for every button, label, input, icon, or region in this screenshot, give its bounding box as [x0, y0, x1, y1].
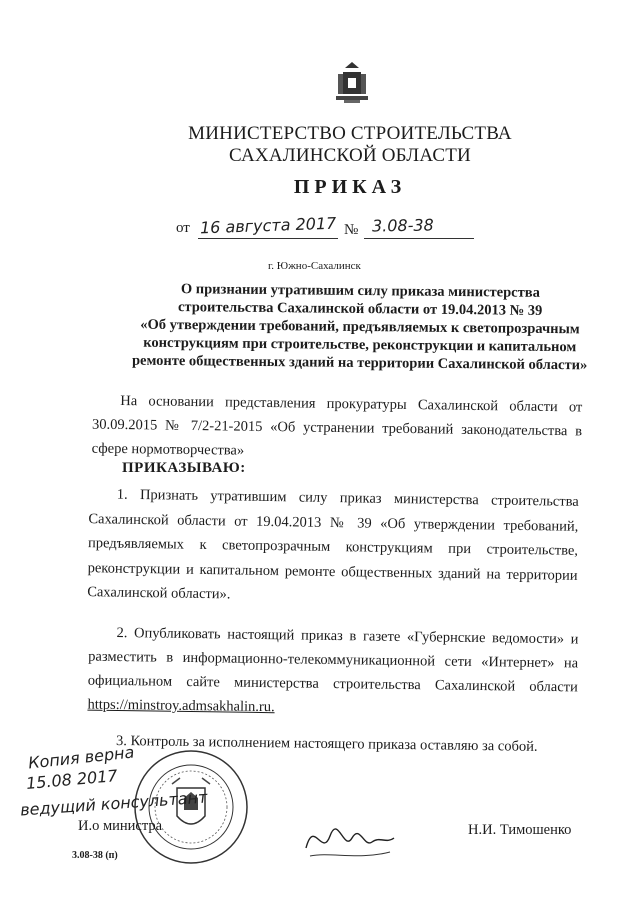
handwritten-number: 3.08-38: [371, 215, 434, 236]
basis-paragraph: [92, 389, 583, 468]
signer-name: Н.И. Тимошенко: [468, 822, 572, 838]
item-1-paragraph: [87, 482, 579, 612]
handwritten-date: 16 августа 2017: [199, 213, 337, 238]
heading-line: конструкциям при строительстве, реконструкции и капитальном: [143, 334, 577, 356]
signer-title: И.о министра: [78, 818, 163, 834]
city-label: г. Южно-Сахалинск: [268, 260, 361, 272]
certification-handwriting-line1: Копия верна: [27, 742, 136, 773]
number-sign: №: [344, 222, 359, 238]
registration-number: 3.08-38 (п): [72, 850, 118, 861]
item-2-text: 2. Опубликовать настоящий приказ в газете «Губернские ведомости» и разместить в информационно-телекоммуникационной сети «Интернет» на официальном сайте министерства строительства Сахалинской области: [87, 624, 579, 696]
heading-line: «Об утверждении требований, предъявляемых к светопрозрачным: [140, 316, 580, 338]
handwritten-signature: [300, 808, 400, 868]
coat-of-arms-emblem: [330, 60, 374, 108]
decree-word: ПРИКАЗЫВАЮ:: [122, 460, 246, 476]
ministry-name-line2: САХАЛИНСКОЙ ОБЛАСТИ: [229, 145, 471, 166]
item-3-text: 3. Контроль за исполнением настоящего приказа оставляю за собой.: [115, 732, 538, 755]
ministry-name-line1: МИНИСТЕРСТВО СТРОИТЕЛЬСТВА: [188, 123, 512, 144]
ministry-website-link[interactable]: https://minstroy.admsakhalin.ru.: [87, 696, 275, 716]
item-2-paragraph: [87, 621, 578, 724]
certification-handwriting-line3: ведущий консультант: [19, 787, 208, 820]
item-1-text: 1. Признать утратившим силу приказ министерства строительства Сахалинской области от 19.04.2013 № 39 «Об утверждении требований, предъявляемых к светопрозрачным конструкциям при строительстве, реконструкции и капитальном ремонте общественных зданий на территории Сахалинской области».: [87, 486, 579, 603]
order-heading: [120, 279, 601, 374]
certification-handwriting-line2: 15.08 2017: [25, 766, 119, 793]
heading-line: О признании утратившим силу приказа министерства: [180, 281, 540, 301]
date-prefix: от: [176, 220, 190, 236]
heading-line: строительства Сахалинской области от 19.04.2013 № 39: [177, 299, 543, 319]
document-type-title: ПРИКАЗ: [293, 176, 407, 198]
heading-line: ремонте общественных зданий на территории Сахалинской области»: [131, 352, 588, 374]
basis-text: На основании представления прокуратуры Сахалинской области от 30.09.2015 № 7/2-21-2015 «Об устранении требований законодательства в сфере нормотворчества»: [91, 392, 583, 459]
